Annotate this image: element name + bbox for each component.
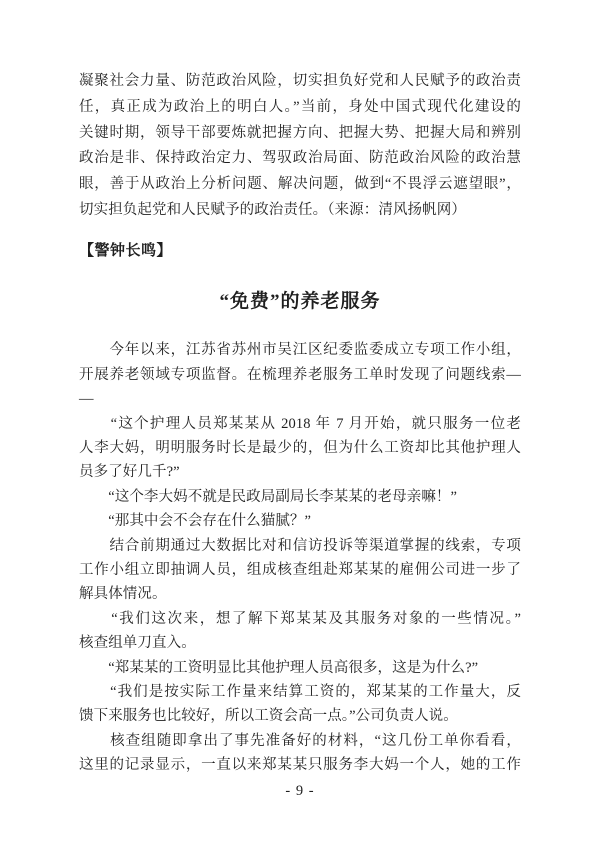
text-line: 切实担负起党和人民赋予的政治责任。（来源：清风扬帆网） — [79, 201, 466, 218]
text-line: 任，真正成为政治上的明白人。”当前，身处中国式现代化建设的 — [79, 98, 521, 115]
document-content — [79, 69, 521, 778]
text-line: 政治是非、保持政治定力、驾驭政治局面、防范政治风险的政治慧 — [79, 150, 521, 167]
text-line: 解具体情况。 — [79, 586, 167, 603]
text-line: 这里的记录显示，一直以来郑某某只服务李大妈一个人，她的工作 — [79, 757, 521, 774]
para-dialogue-6 — [79, 680, 521, 729]
text-line: “那其中会不会存在什么猫腻？” — [79, 513, 312, 530]
text-line: 馈下来服务也比较好，所以工资会高一点。”公司负责人说。 — [79, 708, 458, 725]
text-line: “我们这次来，想了解下郑某某及其服务对象的一些情况。” — [79, 610, 521, 627]
text-line: “郑某某的工资明显比其他护理人员高很多，这是为什么?” — [79, 659, 479, 676]
page-number: - 9 - — [285, 783, 315, 799]
para-investigation — [79, 534, 521, 607]
text-line: 眼，善于从政治上分析问题、解决问题，做到“不畏浮云遮望眼”， — [79, 176, 521, 193]
text-line: 凝聚社会力量、防范政治风险，切实担负好党和人民赋予的政治责 — [79, 73, 521, 89]
text-line: 今年以来，江苏省苏州市吴江区纪委监委成立专项工作小组， — [79, 342, 521, 359]
text-line: “这个护理人员郑某某从 2018 年 7 月开始，就只服务一位老 — [79, 415, 521, 432]
text-line: “我们是按实际工作量来结算工资的，郑某某的工作量大，反 — [79, 683, 521, 700]
text-line: 人李大妈，明明服务时长是最少的，但为什么工资却比其他护理人 — [79, 439, 521, 456]
text-line: — — [79, 391, 94, 408]
section-label: 【警钟长鸣】 — [79, 242, 173, 259]
para-evidence — [79, 729, 521, 778]
text-line: 员多了好几千?” — [79, 464, 180, 481]
para-dialogue-2 — [79, 485, 521, 509]
intro-continuation — [79, 69, 521, 224]
para-lead — [79, 338, 521, 411]
text-line: 结合前期通过大数据比对和信访投诉等渠道掌握的线索，专项 — [79, 537, 521, 554]
text-line: 核查组随即拿出了事先准备好的材料，“这几份工单你看看， — [79, 732, 521, 749]
para-dialogue-1 — [79, 412, 521, 485]
text-line: 开展养老领域专项监督。在梳理养老服务工单时发现了问题线索— — [79, 366, 521, 383]
para-dialogue-4 — [79, 607, 521, 656]
para-dialogue-5 — [79, 656, 521, 680]
para-dialogue-3 — [79, 509, 521, 533]
text-line: 工作小组立即抽调人员，组成核查组赴郑某某的雇佣公司进一步了 — [79, 561, 521, 578]
text-line: “这个李大妈不就是民政局副局长李某某的老母亲嘛！” — [79, 488, 458, 505]
text-line: 关键时期，领导干部要炼就把握方向、把握大势、把握大局和辨别 — [79, 124, 521, 141]
article-title: “免费”的养老服务 — [219, 290, 381, 312]
text-line: 核查组单刀直入。 — [79, 635, 196, 652]
